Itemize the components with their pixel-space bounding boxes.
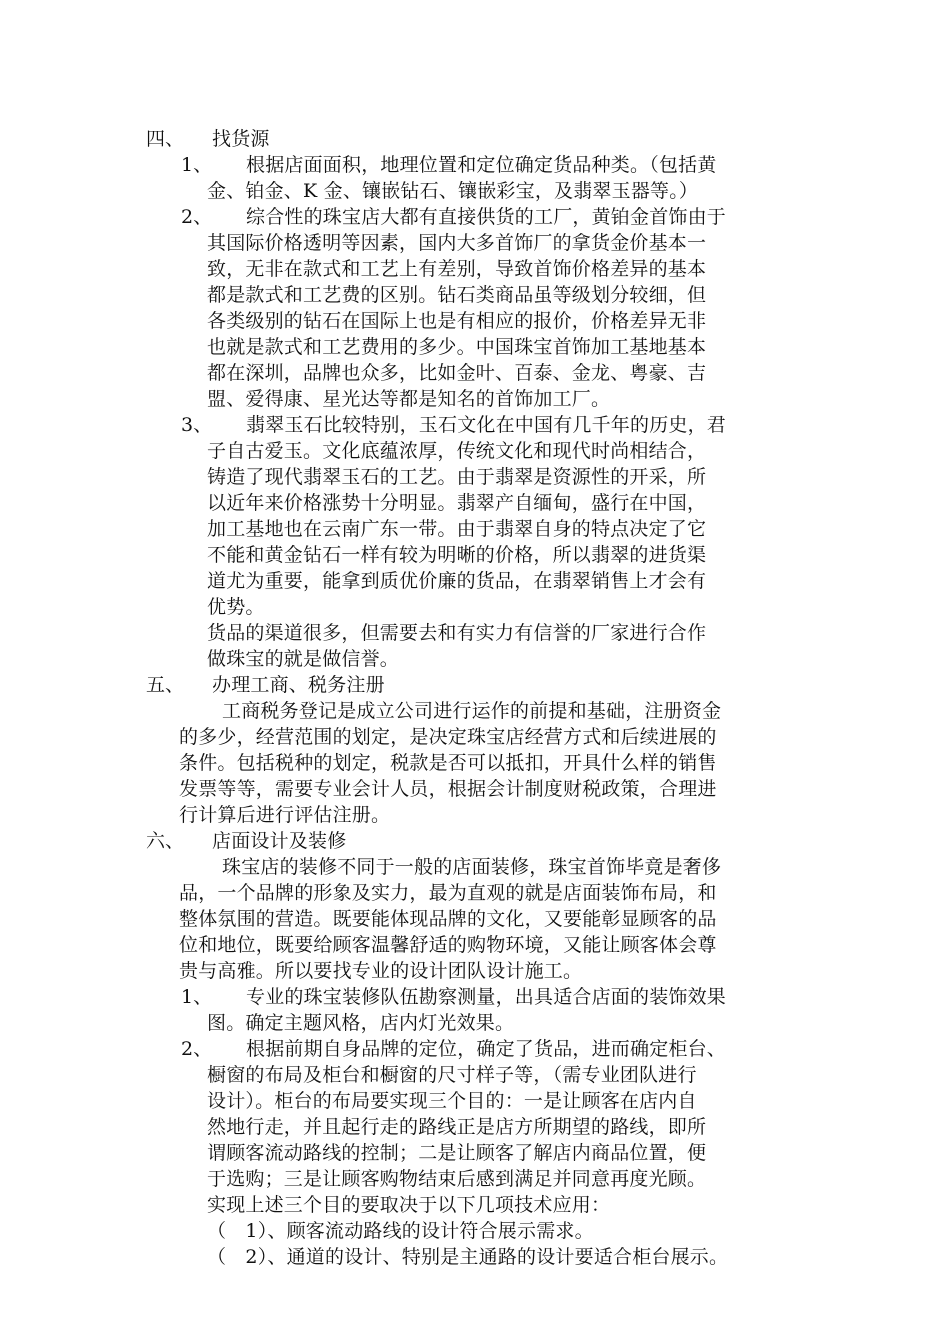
s6-item-2-line-6: 于选购；三是让顾客购物结束后感到满足并同意再度光顾。: [207, 1168, 707, 1190]
s4-item-3-line-1: 翡翠玉石比较特别，玉石文化在中国有几千年的历史，君: [246, 414, 727, 436]
s6-body-line-2: 品，一个品牌的形象及实力，最为直观的就是店面装饰布局，和: [179, 882, 717, 904]
s6-item-2-line-3: 设计）。柜台的布局要实现三个目的：一是让顾客在店内自: [207, 1090, 697, 1112]
s6-sub-item-2: （ 2）、通道的设计、特别是主通路的设计要适合柜台展示。: [207, 1246, 729, 1268]
s5-body-line-5: 行计算后进行评估注册。: [179, 804, 391, 826]
s4-item-2-line-1: 综合性的珠宝店大都有直接供货的工厂，黄铂金首饰由于: [246, 206, 727, 228]
s6-sub-item-1: （ 1）、顾客流动路线的设计符合展示需求。: [207, 1220, 594, 1242]
section-4-number: 四、: [146, 128, 185, 150]
s4-item-1-number: 1、: [181, 154, 213, 176]
section-6-title: 店面设计及装修: [212, 830, 347, 852]
section-4-title: 找货源: [212, 128, 270, 150]
s4-item-3-line-6: 不能和黄金钻石一样有较为明晰的价格，所以翡翠的进货渠: [207, 544, 707, 566]
s4-item-2-line-4: 都是款式和工艺费的区别。钻石类商品虽等级划分较细，但: [207, 284, 707, 306]
s6-body-line-3: 整体氛围的营造。既要能体现品牌的文化，又要能彰显顾客的品: [179, 908, 717, 930]
s4-item-1-line-1: 根据店面面积，地理位置和定位确定货品种类。（包括黄: [246, 154, 717, 176]
s6-item-2-line-4: 然地行走，并且起行走的路线正是店方所期望的路线，即所: [207, 1116, 707, 1138]
s6-item-2-number: 2、: [181, 1038, 213, 1060]
s4-item-3-number: 3、: [181, 414, 213, 436]
s6-body-line-1: 珠宝店的装修不同于一般的店面装修，珠宝首饰毕竟是奢侈: [222, 856, 722, 878]
s4-item-3-line-8: 优势。: [207, 596, 265, 618]
s6-item-2-line-7: 实现上述三个目的要取决于以下几项技术应用：: [207, 1194, 611, 1216]
s4-closing-line-1: 货品的渠道很多，但需要去和有实力有信誉的厂家进行合作: [207, 622, 707, 644]
s4-item-3-line-2: 子自古爱玉。文化底蕴浓厚，传统文化和现代时尚相结合，: [207, 440, 707, 462]
s5-body-line-3: 条件。包括税种的划定，税款是否可以抵扣，开具什么样的销售: [179, 752, 717, 774]
s6-item-1-line-2: 图。确定主题风格，店内灯光效果。: [207, 1012, 515, 1034]
s6-item-2-line-5: 谓顾客流动路线的控制；二是让顾客了解店内商品位置，便: [207, 1142, 707, 1164]
s6-body-line-5: 贵与高雅。所以要找专业的设计团队设计施工。: [179, 960, 583, 982]
s4-item-3-line-5: 加工基地也在云南广东一带。由于翡翠自身的特点决定了它: [207, 518, 707, 540]
section-5-number: 五、: [146, 674, 185, 696]
s4-item-2-number: 2、: [181, 206, 213, 228]
s6-item-2-line-2: 橱窗的布局及柜台和橱窗的尺寸样子等，（需专业团队进行: [207, 1064, 697, 1086]
s4-item-2-line-7: 都在深圳，品牌也众多，比如金叶、百泰、金龙、粤豪、吉: [207, 362, 707, 384]
s6-item-1-number: 1、: [181, 986, 213, 1008]
s4-item-2-line-8: 盟、爱得康、星光达等都是知名的首饰加工厂。: [207, 388, 611, 410]
s6-item-1-line-1: 专业的珠宝装修队伍勘察测量，出具适合店面的装饰效果: [246, 986, 727, 1008]
s5-body-line-2: 的多少，经营范围的划定，是决定珠宝店经营方式和后续进展的: [179, 726, 717, 748]
s4-item-3-line-4: 以近年来价格涨势十分明显。翡翠产自缅甸，盛行在中国，: [207, 492, 707, 514]
s4-item-2-line-2: 其国际价格透明等因素，国内大多首饰厂的拿货金价基本一: [207, 232, 707, 254]
s4-item-1-line-2: 金、铂金、K 金、镶嵌钻石、镶嵌彩宝，及翡翠玉器等。）: [207, 180, 699, 202]
s4-closing-line-2: 做珠宝的就是做信誉。: [207, 648, 400, 670]
s4-item-3-line-7: 道尤为重要，能拿到质优价廉的货品，在翡翠销售上才会有: [207, 570, 707, 592]
section-5-title: 办理工商、税务注册: [212, 674, 385, 696]
s6-item-2-line-1: 根据前期自身品牌的定位，确定了货品，进而确定柜台、: [246, 1038, 727, 1060]
s5-body-line-1: 工商税务登记是成立公司进行运作的前提和基础，注册资金: [222, 700, 722, 722]
s5-body-line-4: 发票等等，需要专业会计人员，根据会计制度财税政策，合理进: [179, 778, 717, 800]
s4-item-2-line-3: 致，无非在款式和工艺上有差别，导致首饰价格差异的基本: [207, 258, 707, 280]
s6-body-line-4: 位和地位，既要给顾客温馨舒适的购物环境，又能让顾客体会尊: [179, 934, 717, 956]
s4-item-3-line-3: 铸造了现代翡翠玉石的工艺。由于翡翠是资源性的开采，所: [207, 466, 707, 488]
s4-item-2-line-6: 也就是款式和工艺费用的多少。中国珠宝首饰加工基地基本: [207, 336, 707, 358]
s4-item-2-line-5: 各类级别的钻石在国际上也是有相应的报价，价格差异无非: [207, 310, 707, 332]
section-6-number: 六、: [146, 830, 185, 852]
